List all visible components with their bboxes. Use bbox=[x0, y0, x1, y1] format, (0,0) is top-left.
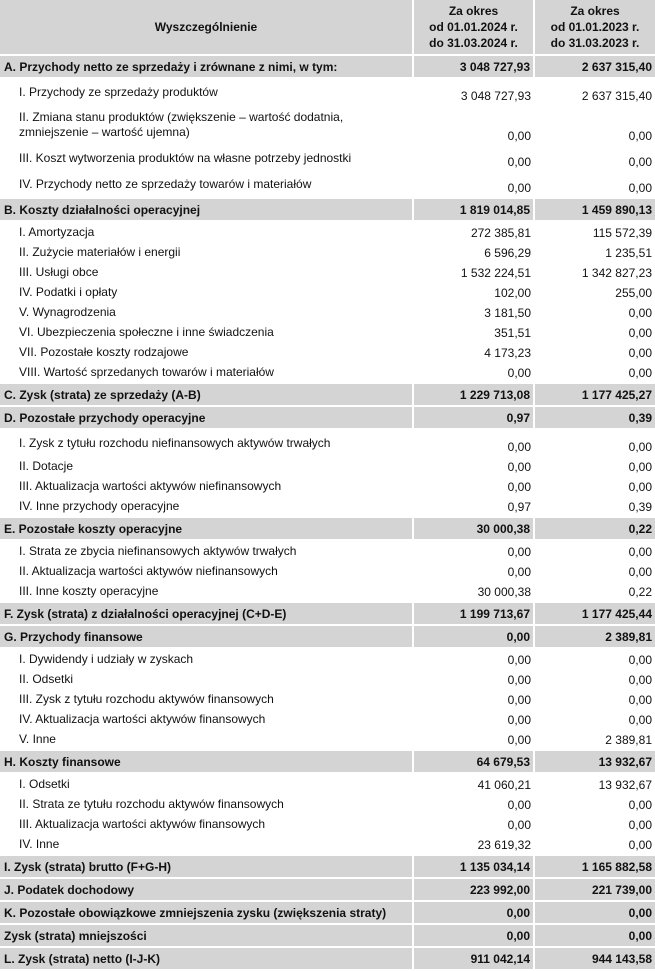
table-row bbox=[0, 342, 655, 362]
table-row bbox=[0, 362, 655, 383]
value-2023: 0,00 bbox=[534, 145, 655, 171]
section-row bbox=[0, 625, 655, 648]
row-label: C. Zysk (strata) ze sprzedaży (A-B) bbox=[0, 383, 413, 406]
value-2023: 1 459 890,13 bbox=[534, 198, 655, 221]
value-2023: 255,00 bbox=[534, 282, 655, 302]
value-2024: 41 060,21 bbox=[413, 773, 534, 794]
value-2023: 0,00 bbox=[534, 540, 655, 561]
row-label: IV. Aktualizacja wartości aktywów finansowych bbox=[0, 709, 413, 729]
value-2024: 0,00 bbox=[413, 540, 534, 561]
section-row bbox=[0, 383, 655, 406]
value-2023: 0,22 bbox=[534, 581, 655, 602]
section-row bbox=[0, 750, 655, 773]
table-row bbox=[0, 322, 655, 342]
header-label: Wyszczególnienie bbox=[0, 0, 413, 55]
value-2024: 911 042,14 bbox=[413, 947, 534, 970]
row-label: J. Podatek dochodowy bbox=[0, 878, 413, 901]
table-row bbox=[0, 105, 655, 145]
value-2024: 0,00 bbox=[413, 456, 534, 476]
row-label: L. Zysk (strata) netto (I-J-K) bbox=[0, 947, 413, 970]
value-2023: 1 165 882,58 bbox=[534, 855, 655, 878]
section-row bbox=[0, 855, 655, 878]
header-period-2024-line2: od 01.01.2024 r. bbox=[429, 20, 518, 34]
table-row bbox=[0, 221, 655, 242]
table-row bbox=[0, 282, 655, 302]
value-2023: 2 637 315,40 bbox=[534, 55, 655, 78]
row-label: III. Zysk z tytułu rozchodu aktywów finansowych bbox=[0, 689, 413, 709]
row-label: VI. Ubezpieczenia społeczne i inne świadczenia bbox=[0, 322, 413, 342]
value-2023: 2 389,81 bbox=[534, 625, 655, 648]
value-2024: 0,00 bbox=[413, 669, 534, 689]
row-label: IV. Podatki i opłaty bbox=[0, 282, 413, 302]
value-2024: 272 385,81 bbox=[413, 221, 534, 242]
value-2023: 0,00 bbox=[534, 105, 655, 145]
value-2024: 30 000,38 bbox=[413, 581, 534, 602]
row-label: II. Odsetki bbox=[0, 669, 413, 689]
section-row bbox=[0, 901, 655, 924]
table-row bbox=[0, 814, 655, 834]
table-body bbox=[0, 55, 655, 970]
value-2023: 0,00 bbox=[534, 362, 655, 383]
value-2024: 0,00 bbox=[413, 648, 534, 669]
table-row bbox=[0, 540, 655, 561]
value-2024: 0,00 bbox=[413, 729, 534, 750]
value-2023: 1 235,51 bbox=[534, 242, 655, 262]
value-2023: 1 177 425,27 bbox=[534, 383, 655, 406]
value-2024: 0,00 bbox=[413, 924, 534, 947]
value-2024: 0,00 bbox=[413, 814, 534, 834]
table-header bbox=[0, 0, 655, 55]
value-2023: 0,39 bbox=[534, 496, 655, 517]
table-row bbox=[0, 78, 655, 105]
table-row bbox=[0, 834, 655, 855]
section-row bbox=[0, 406, 655, 429]
section-row bbox=[0, 198, 655, 221]
table-row bbox=[0, 476, 655, 496]
value-2024: 0,00 bbox=[413, 901, 534, 924]
value-2024: 3 048 727,93 bbox=[413, 78, 534, 105]
value-2024: 0,00 bbox=[413, 794, 534, 814]
value-2023: 0,00 bbox=[534, 302, 655, 322]
value-2024: 0,00 bbox=[413, 429, 534, 456]
row-label: Zysk (strata) mniejszości bbox=[0, 924, 413, 947]
value-2023: 0,00 bbox=[534, 322, 655, 342]
value-2023: 0,00 bbox=[534, 669, 655, 689]
row-label: II. Zmiana stanu produktów (zwiększenie – wartość dodatnia, zmniejszenie – wartość ujemna) bbox=[0, 105, 413, 145]
row-label: K. Pozostałe obowiązkowe zmniejszenia zysku (zwiększenia straty) bbox=[0, 901, 413, 924]
table-row bbox=[0, 794, 655, 814]
row-label: III. Koszt wytworzenia produktów na własne potrzeby jednostki bbox=[0, 145, 413, 171]
table-row bbox=[0, 171, 655, 198]
value-2023: 1 177 425,44 bbox=[534, 602, 655, 625]
section-row bbox=[0, 602, 655, 625]
row-label: II. Zużycie materiałów i energii bbox=[0, 242, 413, 262]
value-2024: 0,97 bbox=[413, 496, 534, 517]
row-label: VIII. Wartość sprzedanych towarów i materiałów bbox=[0, 362, 413, 383]
header-period-2024-line3: do 31.03.2024 r. bbox=[429, 36, 518, 50]
value-2024: 1 229 713,08 bbox=[413, 383, 534, 406]
header-row bbox=[0, 0, 655, 55]
row-label: A. Przychody netto ze sprzedaży i zrównane z nimi, w tym: bbox=[0, 55, 413, 78]
value-2023: 115 572,39 bbox=[534, 221, 655, 242]
row-label: II. Dotacje bbox=[0, 456, 413, 476]
table-row bbox=[0, 709, 655, 729]
value-2023: 0,39 bbox=[534, 406, 655, 429]
row-label: H. Koszty finansowe bbox=[0, 750, 413, 773]
table-row bbox=[0, 429, 655, 456]
value-2023: 0,00 bbox=[534, 171, 655, 198]
value-2024: 23 619,32 bbox=[413, 834, 534, 855]
row-label: I. Zysk z tytułu rozchodu niefinansowych aktywów trwałych bbox=[0, 429, 413, 456]
value-2024: 0,00 bbox=[413, 105, 534, 145]
row-label: E. Pozostałe koszty operacyjne bbox=[0, 517, 413, 540]
value-2023: 0,00 bbox=[534, 648, 655, 669]
table-row bbox=[0, 669, 655, 689]
row-label: I. Amortyzacja bbox=[0, 221, 413, 242]
row-label: III. Usługi obce bbox=[0, 262, 413, 282]
value-2024: 0,00 bbox=[413, 689, 534, 709]
table-row bbox=[0, 242, 655, 262]
row-label: III. Inne koszty operacyjne bbox=[0, 581, 413, 602]
row-label: D. Pozostałe przychody operacyjne bbox=[0, 406, 413, 429]
value-2023: 0,00 bbox=[534, 901, 655, 924]
value-2023: 0,22 bbox=[534, 517, 655, 540]
row-label: IV. Przychody netto ze sprzedaży towarów i materiałów bbox=[0, 171, 413, 198]
section-row bbox=[0, 878, 655, 901]
row-label: V. Wynagrodzenia bbox=[0, 302, 413, 322]
value-2024: 3 181,50 bbox=[413, 302, 534, 322]
value-2023: 0,00 bbox=[534, 561, 655, 581]
value-2024: 0,00 bbox=[413, 145, 534, 171]
header-period-2023-line3: do 31.03.2023 r. bbox=[550, 36, 640, 50]
table-row bbox=[0, 729, 655, 750]
header-period-2024-line1: Za okres bbox=[448, 4, 499, 18]
value-2024: 0,00 bbox=[413, 561, 534, 581]
value-2023: 0,00 bbox=[534, 689, 655, 709]
table-row bbox=[0, 145, 655, 171]
value-2023: 221 739,00 bbox=[534, 878, 655, 901]
value-2024: 0,00 bbox=[413, 476, 534, 496]
value-2023: 944 143,58 bbox=[534, 947, 655, 970]
section-row bbox=[0, 947, 655, 970]
row-label: II. Strata ze tytułu rozchodu aktywów finansowych bbox=[0, 794, 413, 814]
table-row bbox=[0, 773, 655, 794]
value-2023: 0,00 bbox=[534, 924, 655, 947]
value-2023: 13 932,67 bbox=[534, 750, 655, 773]
row-label: I. Przychody ze sprzedaży produktów bbox=[0, 78, 413, 105]
table-row bbox=[0, 581, 655, 602]
table-row bbox=[0, 496, 655, 517]
value-2023: 0,00 bbox=[534, 456, 655, 476]
table-row bbox=[0, 689, 655, 709]
table-row bbox=[0, 648, 655, 669]
row-label: IV. Inne bbox=[0, 834, 413, 855]
value-2023: 2 637 315,40 bbox=[534, 78, 655, 105]
value-2024: 4 173,23 bbox=[413, 342, 534, 362]
section-row bbox=[0, 924, 655, 947]
row-label: III. Aktualizacja wartości aktywów finansowych bbox=[0, 814, 413, 834]
row-label: I. Dywidendy i udziały w zyskach bbox=[0, 648, 413, 669]
value-2024: 0,00 bbox=[413, 709, 534, 729]
header-period-2023-line2: od 01.01.2023 r. bbox=[550, 20, 640, 34]
header-period-2023-line1: Za okres bbox=[570, 4, 620, 18]
row-label: I. Zysk (strata) brutto (F+G-H) bbox=[0, 855, 413, 878]
row-label: VII. Pozostałe koszty rodzajowe bbox=[0, 342, 413, 362]
row-label: III. Aktualizacja wartości aktywów niefinansowych bbox=[0, 476, 413, 496]
value-2024: 102,00 bbox=[413, 282, 534, 302]
value-2023: 0,00 bbox=[534, 342, 655, 362]
row-label: B. Koszty działalności operacyjnej bbox=[0, 198, 413, 221]
row-label: II. Aktualizacja wartości aktywów niefinansowych bbox=[0, 561, 413, 581]
value-2023: 0,00 bbox=[534, 834, 655, 855]
value-2023: 0,00 bbox=[534, 814, 655, 834]
value-2024: 351,51 bbox=[413, 322, 534, 342]
section-row bbox=[0, 55, 655, 78]
value-2024: 0,00 bbox=[413, 362, 534, 383]
value-2023: 0,00 bbox=[534, 476, 655, 496]
value-2023: 0,00 bbox=[534, 709, 655, 729]
value-2024: 1 199 713,67 bbox=[413, 602, 534, 625]
value-2024: 1 532 224,51 bbox=[413, 262, 534, 282]
value-2024: 0,97 bbox=[413, 406, 534, 429]
value-2024: 0,00 bbox=[413, 171, 534, 198]
table-row bbox=[0, 262, 655, 282]
table-row bbox=[0, 302, 655, 322]
value-2024: 1 135 034,14 bbox=[413, 855, 534, 878]
row-label: G. Przychody finansowe bbox=[0, 625, 413, 648]
value-2023: 1 342 827,23 bbox=[534, 262, 655, 282]
value-2024: 64 679,53 bbox=[413, 750, 534, 773]
row-label: IV. Inne przychody operacyjne bbox=[0, 496, 413, 517]
header-period-2023 bbox=[534, 0, 655, 55]
row-label: V. Inne bbox=[0, 729, 413, 750]
section-row bbox=[0, 517, 655, 540]
value-2024: 0,00 bbox=[413, 625, 534, 648]
row-label: I. Strata ze zbycia niefinansowych aktywów trwałych bbox=[0, 540, 413, 561]
value-2023: 0,00 bbox=[534, 794, 655, 814]
value-2023: 0,00 bbox=[534, 429, 655, 456]
row-label: F. Zysk (strata) z działalności operacyjnej (C+D-E) bbox=[0, 602, 413, 625]
value-2024: 30 000,38 bbox=[413, 517, 534, 540]
value-2024: 6 596,29 bbox=[413, 242, 534, 262]
value-2024: 3 048 727,93 bbox=[413, 55, 534, 78]
value-2024: 223 992,00 bbox=[413, 878, 534, 901]
value-2023: 13 932,67 bbox=[534, 773, 655, 794]
table-row bbox=[0, 456, 655, 476]
value-2024: 1 819 014,85 bbox=[413, 198, 534, 221]
value-2023: 2 389,81 bbox=[534, 729, 655, 750]
table-row bbox=[0, 561, 655, 581]
row-label: I. Odsetki bbox=[0, 773, 413, 794]
header-period-2024 bbox=[413, 0, 534, 55]
